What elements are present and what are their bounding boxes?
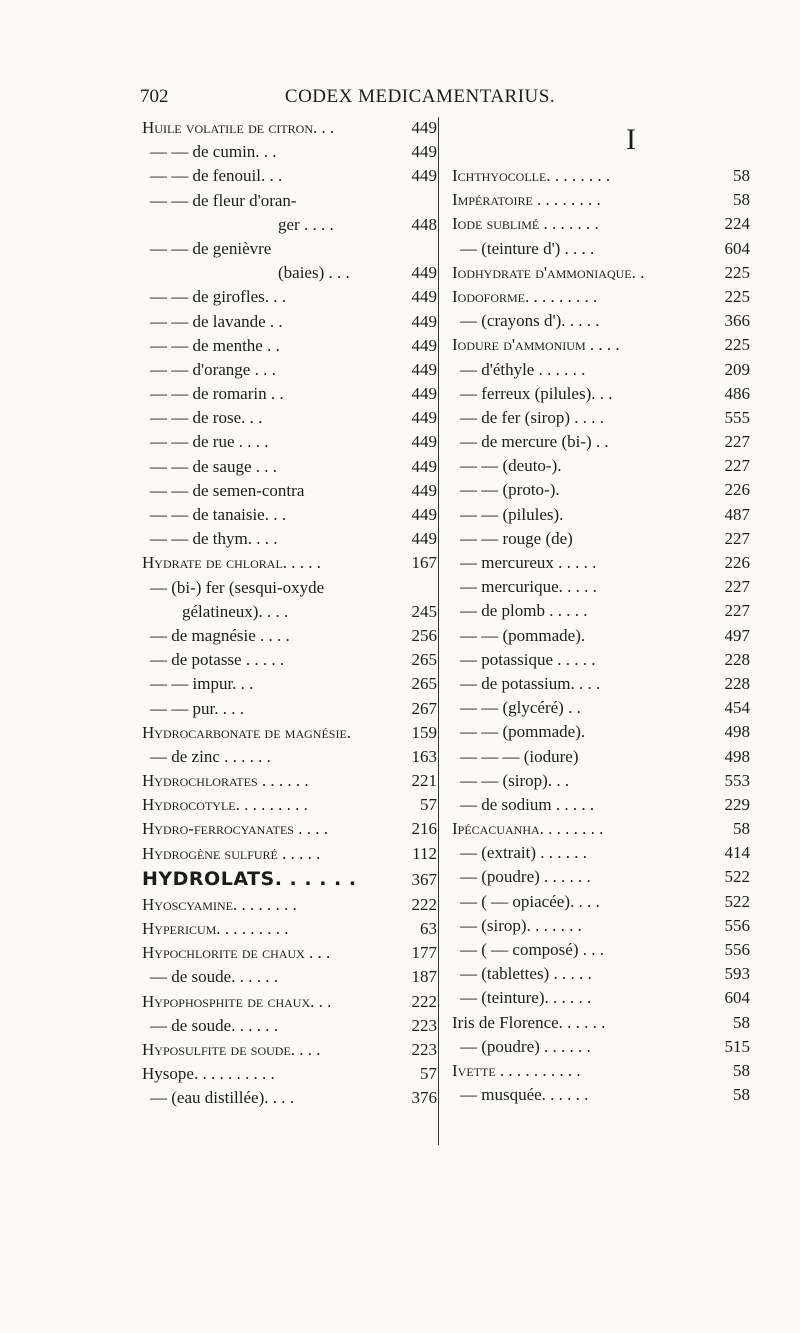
entry-term: gélatineux). . . .: [182, 601, 289, 621]
entry-page-ref: 227: [724, 456, 750, 476]
entry-page-ref: 449: [411, 408, 437, 428]
index-entry: [452, 382, 750, 406]
index-entry: [142, 164, 437, 188]
index-entry: [142, 310, 437, 334]
entry-page-ref: 163: [411, 746, 437, 766]
index-entry: [452, 527, 750, 551]
index-entry: [452, 648, 750, 672]
index-entry: [452, 454, 750, 478]
index-entry: [142, 479, 437, 503]
entry-term: — (sirop). . . . . . .: [460, 915, 582, 935]
page-header: [140, 86, 700, 110]
entry-term: Hydrocotyle. . . . . . . . .: [142, 795, 308, 815]
entry-term: — de sodium . . . . .: [460, 794, 595, 814]
index-entry: [142, 406, 437, 430]
index-entry: [142, 455, 437, 479]
entry-term: — ( — opiacée). . . .: [460, 891, 600, 911]
entry-term: — — (pommade).: [460, 625, 586, 645]
entry-term: — de zinc . . . . . .: [150, 746, 271, 766]
index-entry: [452, 1011, 750, 1035]
entry-page-ref: 167: [411, 553, 437, 573]
index-entry: [142, 648, 437, 672]
index-entry: [142, 430, 437, 454]
entry-page-ref: 449: [411, 166, 437, 186]
index-entry: [452, 890, 750, 914]
entry-term: — — impur. . .: [150, 674, 254, 694]
entry-page-ref: 449: [411, 480, 437, 500]
index-entry: [452, 865, 750, 889]
entry-term: Hydrocarbonate de magnésie.: [142, 722, 352, 742]
entry-term: Ichthyocolle. . . . . . . .: [452, 166, 611, 185]
entry-page-ref: 58: [733, 166, 750, 185]
entry-page-ref: 223: [411, 1039, 437, 1059]
entry-page-ref: 449: [411, 384, 437, 404]
index-entry: [452, 720, 750, 744]
entry-page-ref: 522: [724, 867, 750, 887]
index-entry: [142, 1038, 437, 1062]
entry-page-ref: 221: [411, 771, 437, 791]
entry-page-ref: 449: [411, 456, 437, 476]
entry-term: — (teinture). . . . . .: [460, 988, 592, 1008]
index-entry: [142, 672, 437, 696]
index-entry: [142, 990, 437, 1014]
entry-term: Iode sublimé . . . . . . .: [452, 214, 599, 234]
index-entry: [142, 1062, 437, 1086]
entry-page-ref: 487: [724, 504, 750, 524]
index-entry: [142, 213, 437, 237]
entry-term: Hydrate de chloral. . . . .: [142, 553, 322, 573]
entry-page-ref: 227: [724, 577, 750, 597]
entry-page-ref: 187: [411, 967, 437, 987]
entry-page-ref: 223: [411, 1015, 437, 1035]
entry-page-ref: 449: [411, 359, 437, 379]
index-entry: [142, 285, 437, 309]
index-entry: [452, 164, 750, 188]
entry-page-ref: 265: [411, 650, 437, 670]
page-number: 702: [140, 86, 169, 107]
index-entry: [142, 697, 437, 721]
index-entry: [142, 793, 437, 817]
index-entry: [142, 965, 437, 989]
entry-term: Hydro-ferrocyanates . . . .: [142, 819, 328, 839]
entry-term: Hyposulfite de soude. . . .: [142, 1039, 321, 1059]
index-entry: [142, 866, 437, 893]
index-entry: [452, 745, 750, 769]
entry-page-ref: 497: [724, 625, 750, 645]
entry-page-ref: 454: [724, 698, 750, 718]
index-entry: [452, 430, 750, 454]
entry-term: — musquée. . . . . .: [460, 1085, 589, 1105]
entry-page-ref: 515: [724, 1036, 750, 1056]
index-entry: [452, 188, 750, 212]
index-entry: [142, 1086, 437, 1110]
index-entry: [452, 769, 750, 793]
index-entry: [142, 382, 437, 406]
entry-term: — de potasse . . . . .: [150, 650, 285, 670]
entry-term: — (tablettes) . . . . .: [460, 964, 592, 984]
index-entry: [452, 285, 750, 309]
index-entry: [452, 817, 750, 841]
index-entry: [142, 893, 437, 917]
index-entry: [142, 769, 437, 793]
entry-page-ref: 228: [724, 673, 750, 693]
running-title: CODEX MEDICAMENTARIUS.: [284, 86, 556, 107]
entry-term: Iris de Florence. . . . . .: [452, 1012, 606, 1032]
entry-term: — — (pommade).: [460, 722, 586, 742]
entry-term: — de plomb . . . . .: [460, 601, 588, 621]
entry-page-ref: 556: [724, 915, 750, 935]
entry-page-ref: 449: [411, 505, 437, 524]
entry-page-ref: 225: [724, 262, 750, 282]
entry-page-ref: 227: [724, 432, 750, 452]
entry-page-ref: 63: [420, 919, 437, 938]
entry-term: Ivette . . . . . . . . . .: [452, 1060, 581, 1080]
entry-term: — d'éthyle . . . . . .: [460, 359, 586, 379]
entry-term: — de soude. . . . . .: [150, 967, 278, 987]
index-entry: [452, 1035, 750, 1059]
entry-term: — — (glycéré) . .: [460, 698, 581, 718]
entry-term: Hypochlorite de chaux . . .: [142, 943, 331, 963]
index-entry: [452, 333, 750, 357]
index-entry: [452, 938, 750, 962]
entry-term: — potassique . . . . .: [460, 649, 596, 669]
entry-page-ref: 449: [411, 142, 437, 162]
entry-page-ref: 449: [411, 432, 437, 452]
entry-page-ref: 112: [412, 843, 437, 863]
entry-page-ref: 604: [724, 988, 750, 1008]
entry-page-ref: 267: [411, 698, 437, 718]
entry-term: — mercureux . . . . .: [460, 553, 597, 572]
entry-page-ref: 553: [724, 770, 750, 790]
index-entry: [452, 1059, 750, 1083]
entry-page-ref: 449: [411, 335, 437, 355]
index-entry: [142, 261, 437, 285]
entry-page-ref: 58: [733, 1060, 750, 1080]
entry-page-ref: 229: [724, 794, 750, 814]
entry-page-ref: 522: [724, 891, 750, 911]
entry-page-ref: 366: [724, 311, 750, 331]
entry-page-ref: 58: [733, 1085, 750, 1105]
index-entry: [452, 696, 750, 720]
entry-term: — de soude. . . . . .: [150, 1015, 278, 1035]
index-entry: [142, 334, 437, 358]
entry-term: — — rouge (de): [460, 528, 573, 548]
entry-page-ref: 159: [411, 722, 437, 742]
entry-page-ref: 58: [733, 1012, 750, 1032]
entry-term: — — de girofles. . .: [150, 287, 286, 307]
entry-term: Iodhydrate d'ammoniaque. .: [452, 262, 645, 282]
entry-term: Ipécacuanha. . . . . . . .: [452, 819, 604, 839]
index-entry: [142, 600, 437, 624]
index-column-left: [142, 116, 437, 1111]
entry-term: — de fer (sirop) . . . .: [460, 407, 604, 427]
entry-term: ger . . . .: [278, 214, 334, 234]
entry-term: — — de fleur d'oran-: [150, 190, 297, 210]
index-entry: [452, 358, 750, 382]
entry-term: — — de tanaisie. . .: [150, 505, 286, 524]
index-entry: [142, 237, 437, 261]
entry-page-ref: 224: [724, 214, 750, 234]
entry-term: — (extrait) . . . . . .: [460, 843, 587, 863]
entry-term: — — (proto-).: [460, 480, 560, 500]
index-entry: [452, 212, 750, 236]
index-entry: [142, 941, 437, 965]
entry-term: — mercurique. . . . .: [460, 577, 597, 597]
entry-term: — — (sirop). . .: [460, 770, 570, 790]
entry-term: — — de cumin. . .: [150, 142, 277, 162]
index-entry: [452, 503, 750, 527]
entry-page-ref: 225: [724, 335, 750, 355]
column-divider: [438, 117, 439, 1145]
entry-term: — (bi-) fer (sesqui-oxyde: [150, 577, 325, 597]
index-entry: [452, 309, 750, 333]
entry-page-ref: 226: [724, 553, 750, 572]
entry-page-ref: 449: [411, 287, 437, 307]
index-entry: [142, 527, 437, 551]
entry-page-ref: 449: [411, 529, 437, 549]
entry-term: — (teinture d') . . . .: [460, 238, 595, 258]
entry-term: Hyoscyamine. . . . . . . .: [142, 894, 297, 914]
index-entry: [142, 745, 437, 769]
index-entry: [142, 721, 437, 745]
entry-page-ref: 225: [724, 286, 750, 306]
index-entry: [452, 914, 750, 938]
entry-term: (baies) . . .: [278, 263, 350, 283]
entry-term: — (poudre) . . . . . .: [460, 867, 591, 887]
entry-term: — — de thym. . . .: [150, 529, 278, 549]
entry-page-ref: 265: [411, 674, 437, 694]
entry-term: — — d'orange . . .: [150, 359, 276, 379]
entry-page-ref: 367: [411, 869, 437, 889]
entry-term: Hydrochlorates . . . . . .: [142, 771, 309, 791]
entry-page-ref: 604: [724, 238, 750, 258]
index-entry: [452, 237, 750, 261]
entry-term: HYDROLATS. . . . . .: [142, 867, 357, 890]
index-entry: [452, 672, 750, 696]
index-entry: [142, 917, 437, 941]
entry-page-ref: 222: [411, 894, 437, 914]
entry-term: — (eau distillée). . . .: [150, 1088, 294, 1108]
entry-page-ref: 556: [724, 940, 750, 959]
entry-term: Huile volatile de citron. . .: [142, 118, 335, 137]
entry-page-ref: 58: [733, 190, 750, 210]
entry-page-ref: 57: [420, 795, 437, 815]
entry-term: — — de lavande . .: [150, 311, 283, 331]
entry-page-ref: 555: [724, 407, 750, 427]
index-entry: [452, 406, 750, 430]
entry-page-ref: 245: [411, 601, 437, 621]
entry-term: — — de sauge . . .: [150, 456, 278, 476]
entry-term: — (poudre) . . . . . .: [460, 1036, 591, 1056]
entry-page-ref: 228: [724, 649, 750, 669]
index-entry: [142, 817, 437, 841]
entry-page-ref: 486: [724, 383, 750, 403]
entry-page-ref: 209: [724, 359, 750, 379]
entry-term: Iodoforme. . . . . . . . .: [452, 286, 598, 306]
entry-page-ref: 449: [411, 263, 437, 283]
index-entry: [142, 551, 437, 575]
index-entry: [142, 189, 437, 213]
index-entry: [142, 842, 437, 866]
entry-page-ref: 376: [411, 1088, 437, 1108]
entry-page-ref: 448: [411, 214, 437, 234]
entry-page-ref: 222: [411, 991, 437, 1011]
entry-page-ref: 58: [733, 819, 750, 839]
entry-page-ref: 449: [411, 311, 437, 331]
section-letter: I: [626, 123, 636, 156]
index-entry: [452, 575, 750, 599]
entry-page-ref: 216: [411, 819, 437, 839]
entry-term: — — — (iodure): [460, 746, 579, 766]
index-entry: [142, 140, 437, 164]
index-entry: [452, 551, 750, 575]
index-entry: [452, 478, 750, 502]
index-column-right: [452, 116, 750, 1107]
entry-page-ref: 226: [724, 480, 750, 500]
entry-term: — — de genièvre: [150, 238, 272, 258]
entry-term: Iodure d'ammonium . . . .: [452, 335, 620, 355]
entry-term: — — de rose. . .: [150, 408, 263, 428]
entry-page-ref: 498: [724, 722, 750, 742]
index-entry: [452, 793, 750, 817]
entry-term: — — pur. . . .: [150, 698, 244, 718]
entry-term: — de mercure (bi-) . .: [460, 432, 609, 452]
entry-page-ref: 593: [724, 964, 750, 984]
entry-term: — — de romarin . .: [150, 384, 284, 404]
entry-term: — — (deuto-).: [460, 456, 562, 476]
index-entry: [142, 624, 437, 648]
entry-page-ref: 498: [724, 746, 750, 766]
entry-term: — — de menthe . .: [150, 335, 280, 355]
entry-term: Hydrogène sulfuré . . . . .: [142, 843, 321, 863]
entry-term: — de magnésie . . . .: [150, 625, 290, 645]
entry-term: — ferreux (pilules). . .: [460, 383, 613, 403]
entry-term: — de potassium. . . .: [460, 673, 601, 693]
entry-page-ref: 256: [411, 625, 437, 645]
entry-term: Hysope. . . . . . . . . .: [142, 1064, 275, 1084]
index-entry: [142, 576, 437, 600]
index-entry: [142, 358, 437, 382]
index-entry: [142, 503, 437, 527]
entry-term: — (crayons d'). . . . .: [460, 311, 600, 331]
index-entry: [452, 261, 750, 285]
entry-term: — — (pilules).: [460, 504, 564, 524]
index-entry: [142, 1014, 437, 1038]
entry-page-ref: 177: [411, 943, 437, 963]
index-entry: [452, 986, 750, 1010]
entry-page-ref: 227: [724, 601, 750, 621]
entry-page-ref: 414: [724, 843, 750, 863]
entry-term: — — de rue . . . .: [150, 432, 269, 452]
index-entry: [452, 962, 750, 986]
entry-term: Hypophosphite de chaux. . .: [142, 991, 332, 1011]
index-entry: [452, 841, 750, 865]
index-entry: [142, 116, 437, 140]
index-entry: [452, 1083, 750, 1107]
entry-term: Hypericum. . . . . . . . .: [142, 919, 289, 938]
entry-page-ref: 449: [411, 118, 437, 137]
entry-term: — — de fenouil. . .: [150, 166, 283, 186]
entry-term: Impératoire . . . . . . . .: [452, 190, 601, 210]
entry-term: — — de semen-contra: [150, 480, 305, 500]
index-entry: [452, 599, 750, 623]
entry-page-ref: 57: [420, 1064, 437, 1084]
entry-term: — ( — composé) . . .: [460, 940, 605, 959]
index-entry: [452, 624, 750, 648]
entry-page-ref: 227: [724, 528, 750, 548]
